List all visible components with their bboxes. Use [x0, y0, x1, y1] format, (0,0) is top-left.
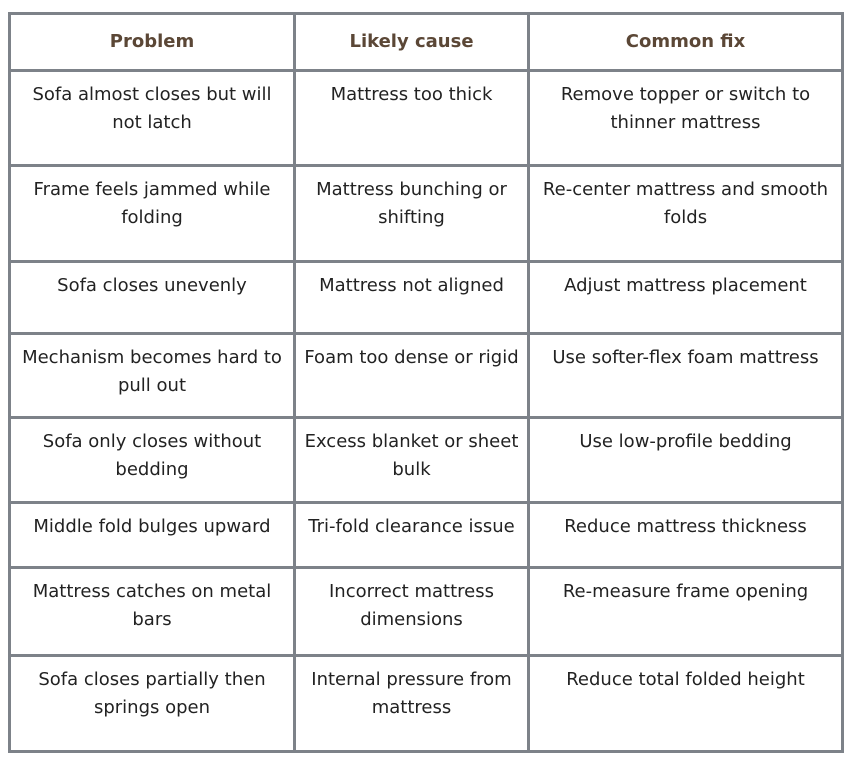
troubleshooting-table	[8, 12, 844, 753]
cause-cell: Mattress not aligned	[295, 262, 529, 334]
table-row	[10, 503, 843, 568]
problem-cell: Sofa closes partially then springs open	[10, 656, 295, 752]
fix-cell: Reduce mattress thickness	[529, 503, 843, 568]
table-row	[10, 334, 843, 418]
cause-cell: Tri-fold clearance issue	[295, 503, 529, 568]
fix-cell: Adjust mattress placement	[529, 262, 843, 334]
header-problem: Problem	[10, 14, 295, 71]
table-header	[10, 14, 843, 71]
fix-cell: Reduce total folded height	[529, 656, 843, 752]
header-row	[10, 14, 843, 71]
cause-cell: Excess blanket or sheet bulk	[295, 418, 529, 503]
table-row	[10, 262, 843, 334]
table-body	[10, 71, 843, 752]
problem-cell: Frame feels jammed while folding	[10, 166, 295, 262]
table-row	[10, 568, 843, 656]
table-row	[10, 418, 843, 503]
fix-cell: Use softer-flex foam mattress	[529, 334, 843, 418]
cause-cell: Mattress bunching or shifting	[295, 166, 529, 262]
header-likely-cause: Likely cause	[295, 14, 529, 71]
problem-cell: Sofa closes unevenly	[10, 262, 295, 334]
troubleshooting-table-container	[8, 12, 841, 753]
cause-cell: Incorrect mattress dimensions	[295, 568, 529, 656]
table-row	[10, 166, 843, 262]
fix-cell: Re-center mattress and smooth folds	[529, 166, 843, 262]
problem-cell: Sofa almost closes but will not latch	[10, 71, 295, 166]
fix-cell: Use low-profile bedding	[529, 418, 843, 503]
cause-cell: Internal pressure from mattress	[295, 656, 529, 752]
problem-cell: Middle fold bulges upward	[10, 503, 295, 568]
problem-cell: Mechanism becomes hard to pull out	[10, 334, 295, 418]
cause-cell: Foam too dense or rigid	[295, 334, 529, 418]
problem-cell: Sofa only closes without bedding	[10, 418, 295, 503]
table-row	[10, 71, 843, 166]
cause-cell: Mattress too thick	[295, 71, 529, 166]
table-row	[10, 656, 843, 752]
header-common-fix: Common fix	[529, 14, 843, 71]
problem-cell: Mattress catches on metal bars	[10, 568, 295, 656]
fix-cell: Re-measure frame opening	[529, 568, 843, 656]
fix-cell: Remove topper or switch to thinner mattress	[529, 71, 843, 166]
